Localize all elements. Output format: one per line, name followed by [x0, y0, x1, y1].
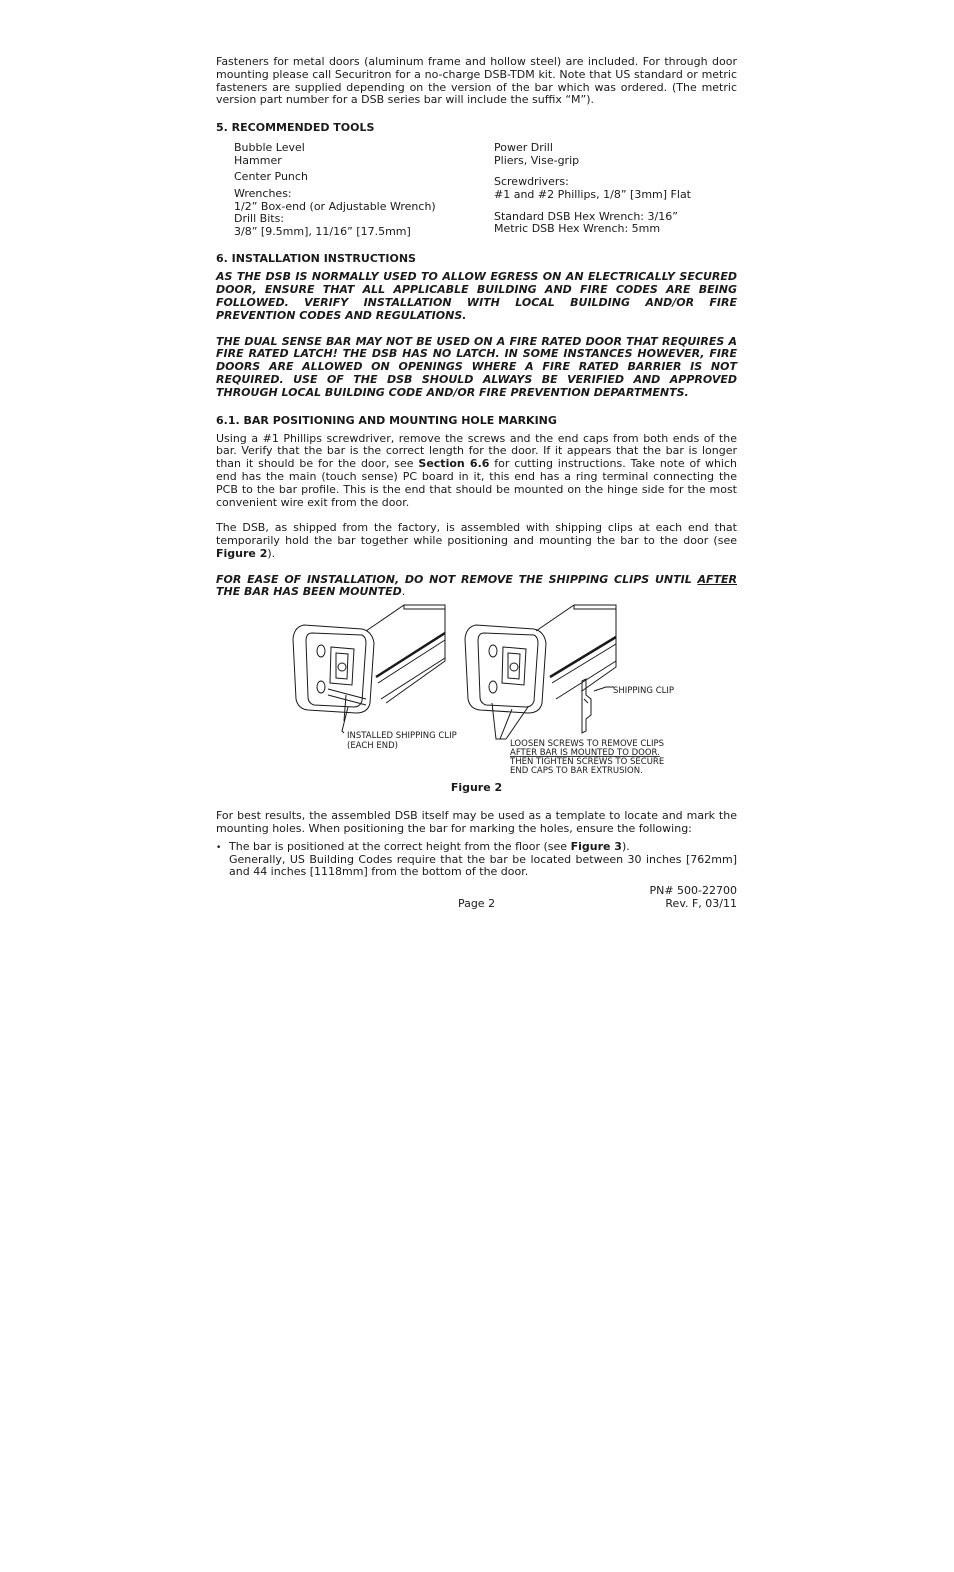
section-6-1-heading: 6.1. BAR POSITIONING AND MOUNTING HOLE MARKING [216, 413, 557, 427]
label-loosen-1: LOOSEN SCREWS TO REMOVE CLIPS [510, 739, 665, 750]
intro-paragraph: Fasteners for metal doors (aluminum frame and hollow steel) are included. For through door mounting please call Securitron for a no-charge DSB-TDM kit. Note that US standard or metric fasteners are supplied depending on the version of the bar which was ordered. (The metric version part number for a DSB series bar will include the suffix “M”). [216, 55, 737, 107]
paragraph-shipping-clips: The DSB, as shipped from the factory, is assembled with shipping clips at each end that temporarily hold the bar together while positioning and mounting the bar to the door (see Figure 2). [216, 521, 737, 560]
tool-wrenches: Wrenches: [234, 186, 292, 200]
tool-center-punch: Center Punch [234, 170, 308, 184]
tool-wrench-detail: 1/2” Box-end (or Adjustable Wrench) [234, 199, 436, 213]
page-footer [216, 885, 737, 913]
footer-page-number: Page 2 [457, 897, 496, 911]
warning-egress: AS THE DSB IS NORMALLY USED TO ALLOW EGRESS ON AN ELECTRICALLY SECURED DOOR, ENSURE THAT ALL APPLICABLE BUILDING AND FIRE CODES ARE BEING FOLLOWED. VERIFY INSTALLATION WITH LOCAL BUILDING AND/OR FIRE PREVENTION CODES AND REGULATIONS. [216, 270, 737, 322]
label-loosen-3: THEN TIGHTEN SCREWS TO SECURE [510, 757, 665, 768]
tool-screwdrivers-detail: #1 and #2 Phillips, 1/8” [3mm] Flat [494, 187, 691, 201]
figure-2-drawing [216, 603, 737, 779]
tools-right-column [494, 142, 691, 238]
tool-power-drill: Power Drill [494, 141, 553, 155]
bullet-bar-height: • The bar is positioned at the correct height from the floor (see Figure 3). Generally, US Building Codes require that the bar be located between 30 inches [762mm] and 44 inches [1118mm] from the bottom of the door. [216, 839, 737, 879]
label-loosen-4: END CAPS TO BAR EXTRUSION. [510, 766, 643, 777]
note-shipping-clips: FOR EASE OF INSTALLATION, DO NOT REMOVE THE SHIPPING CLIPS UNTIL AFTER THE BAR HAS BEEN MOUNTED. [216, 572, 737, 599]
tools-left-column [234, 142, 494, 238]
paragraph-bar-positioning: Using a #1 Phillips screwdriver, remove the screws and the end caps from both ends of the bar. Verify that the bar is the correct length for the door. If it appears that the bar is longer than it should be for the door, see Section 6.6 for cutting instructions. Take note of which end has the main (touch sense) PC board in it, this end has a ring terminal connecting the PCB to the bar profile. This is the end that should be mounted on the hinge side for the most convenient wire exit from the door. [216, 431, 738, 509]
warning-fire-rated: THE DUAL SENSE BAR MAY NOT BE USED ON A FIRE RATED DOOR THAT REQUIRES A FIRE RATED LATCH! THE DSB HAS NO LATCH. IN SOME INSTANCES HOWEVER, FIRE DOORS ARE ALLOWED ON OPENINGS WHERE A FIRE RATED BARRIER IS NOT REQUIRED. USE OF THE DSB SHOULD ALWAYS BE VERIFIED AND APPROVED THROUGH LOCAL BUILDING CODE AND/OR FIRE PREVENTION DEPARTMENTS. [216, 334, 737, 399]
label-loosen-2: AFTER BAR IS MOUNTED TO DOOR. [510, 748, 660, 759]
bullet-bar-height-detail: Generally, US Building Codes require that the bar be located between 30 inches [762mm] and 44 inches [1118mm] from the bottom of the door. [229, 852, 737, 879]
tools-list [234, 142, 737, 238]
tool-drill-bits-detail: 3/8” [9.5mm], 11/16” [17.5mm] [234, 224, 411, 238]
section-5-heading: 5. RECOMMENDED TOOLS [216, 121, 375, 135]
tool-hex-standard: Standard DSB Hex Wrench: 3/16” [494, 209, 678, 223]
document-page [216, 56, 737, 913]
label-installed-clip: INSTALLED SHIPPING CLIP [347, 731, 457, 742]
label-shipping-clip: SHIPPING CLIP [613, 686, 675, 697]
figure-3-ref: Figure 3 [570, 839, 622, 853]
tool-hex-metric: Metric DSB Hex Wrench: 5mm [494, 222, 661, 236]
tool-screwdrivers: Screwdrivers: [494, 175, 569, 189]
tool-bubble-level: Bubble Level [234, 141, 305, 155]
section-6-heading: 6. INSTALLATION INSTRUCTIONS [216, 252, 416, 266]
figure-2-ref: Figure 2 [216, 546, 268, 560]
paragraph-template: For best results, the assembled DSB itself may be used as a template to locate and mark the mounting holes. When positioning the bar for marking the holes, ensure the following: [216, 809, 737, 836]
tool-pliers: Pliers, Vise-grip [494, 153, 580, 167]
figure-2-illustration [216, 603, 737, 779]
footer-revision: Rev. F, 03/11 [665, 897, 737, 911]
footer-part-number: PN# 500-22700 [649, 884, 737, 898]
section-6-6-ref: Section 6.6 [418, 457, 490, 471]
label-installed-clip-each: (EACH END) [347, 741, 398, 752]
tool-hammer: Hammer [234, 153, 282, 167]
figure-2-caption: Figure 2 [450, 781, 503, 795]
bullet-dot: • [216, 842, 222, 853]
tool-drill-bits: Drill Bits: [234, 212, 285, 226]
